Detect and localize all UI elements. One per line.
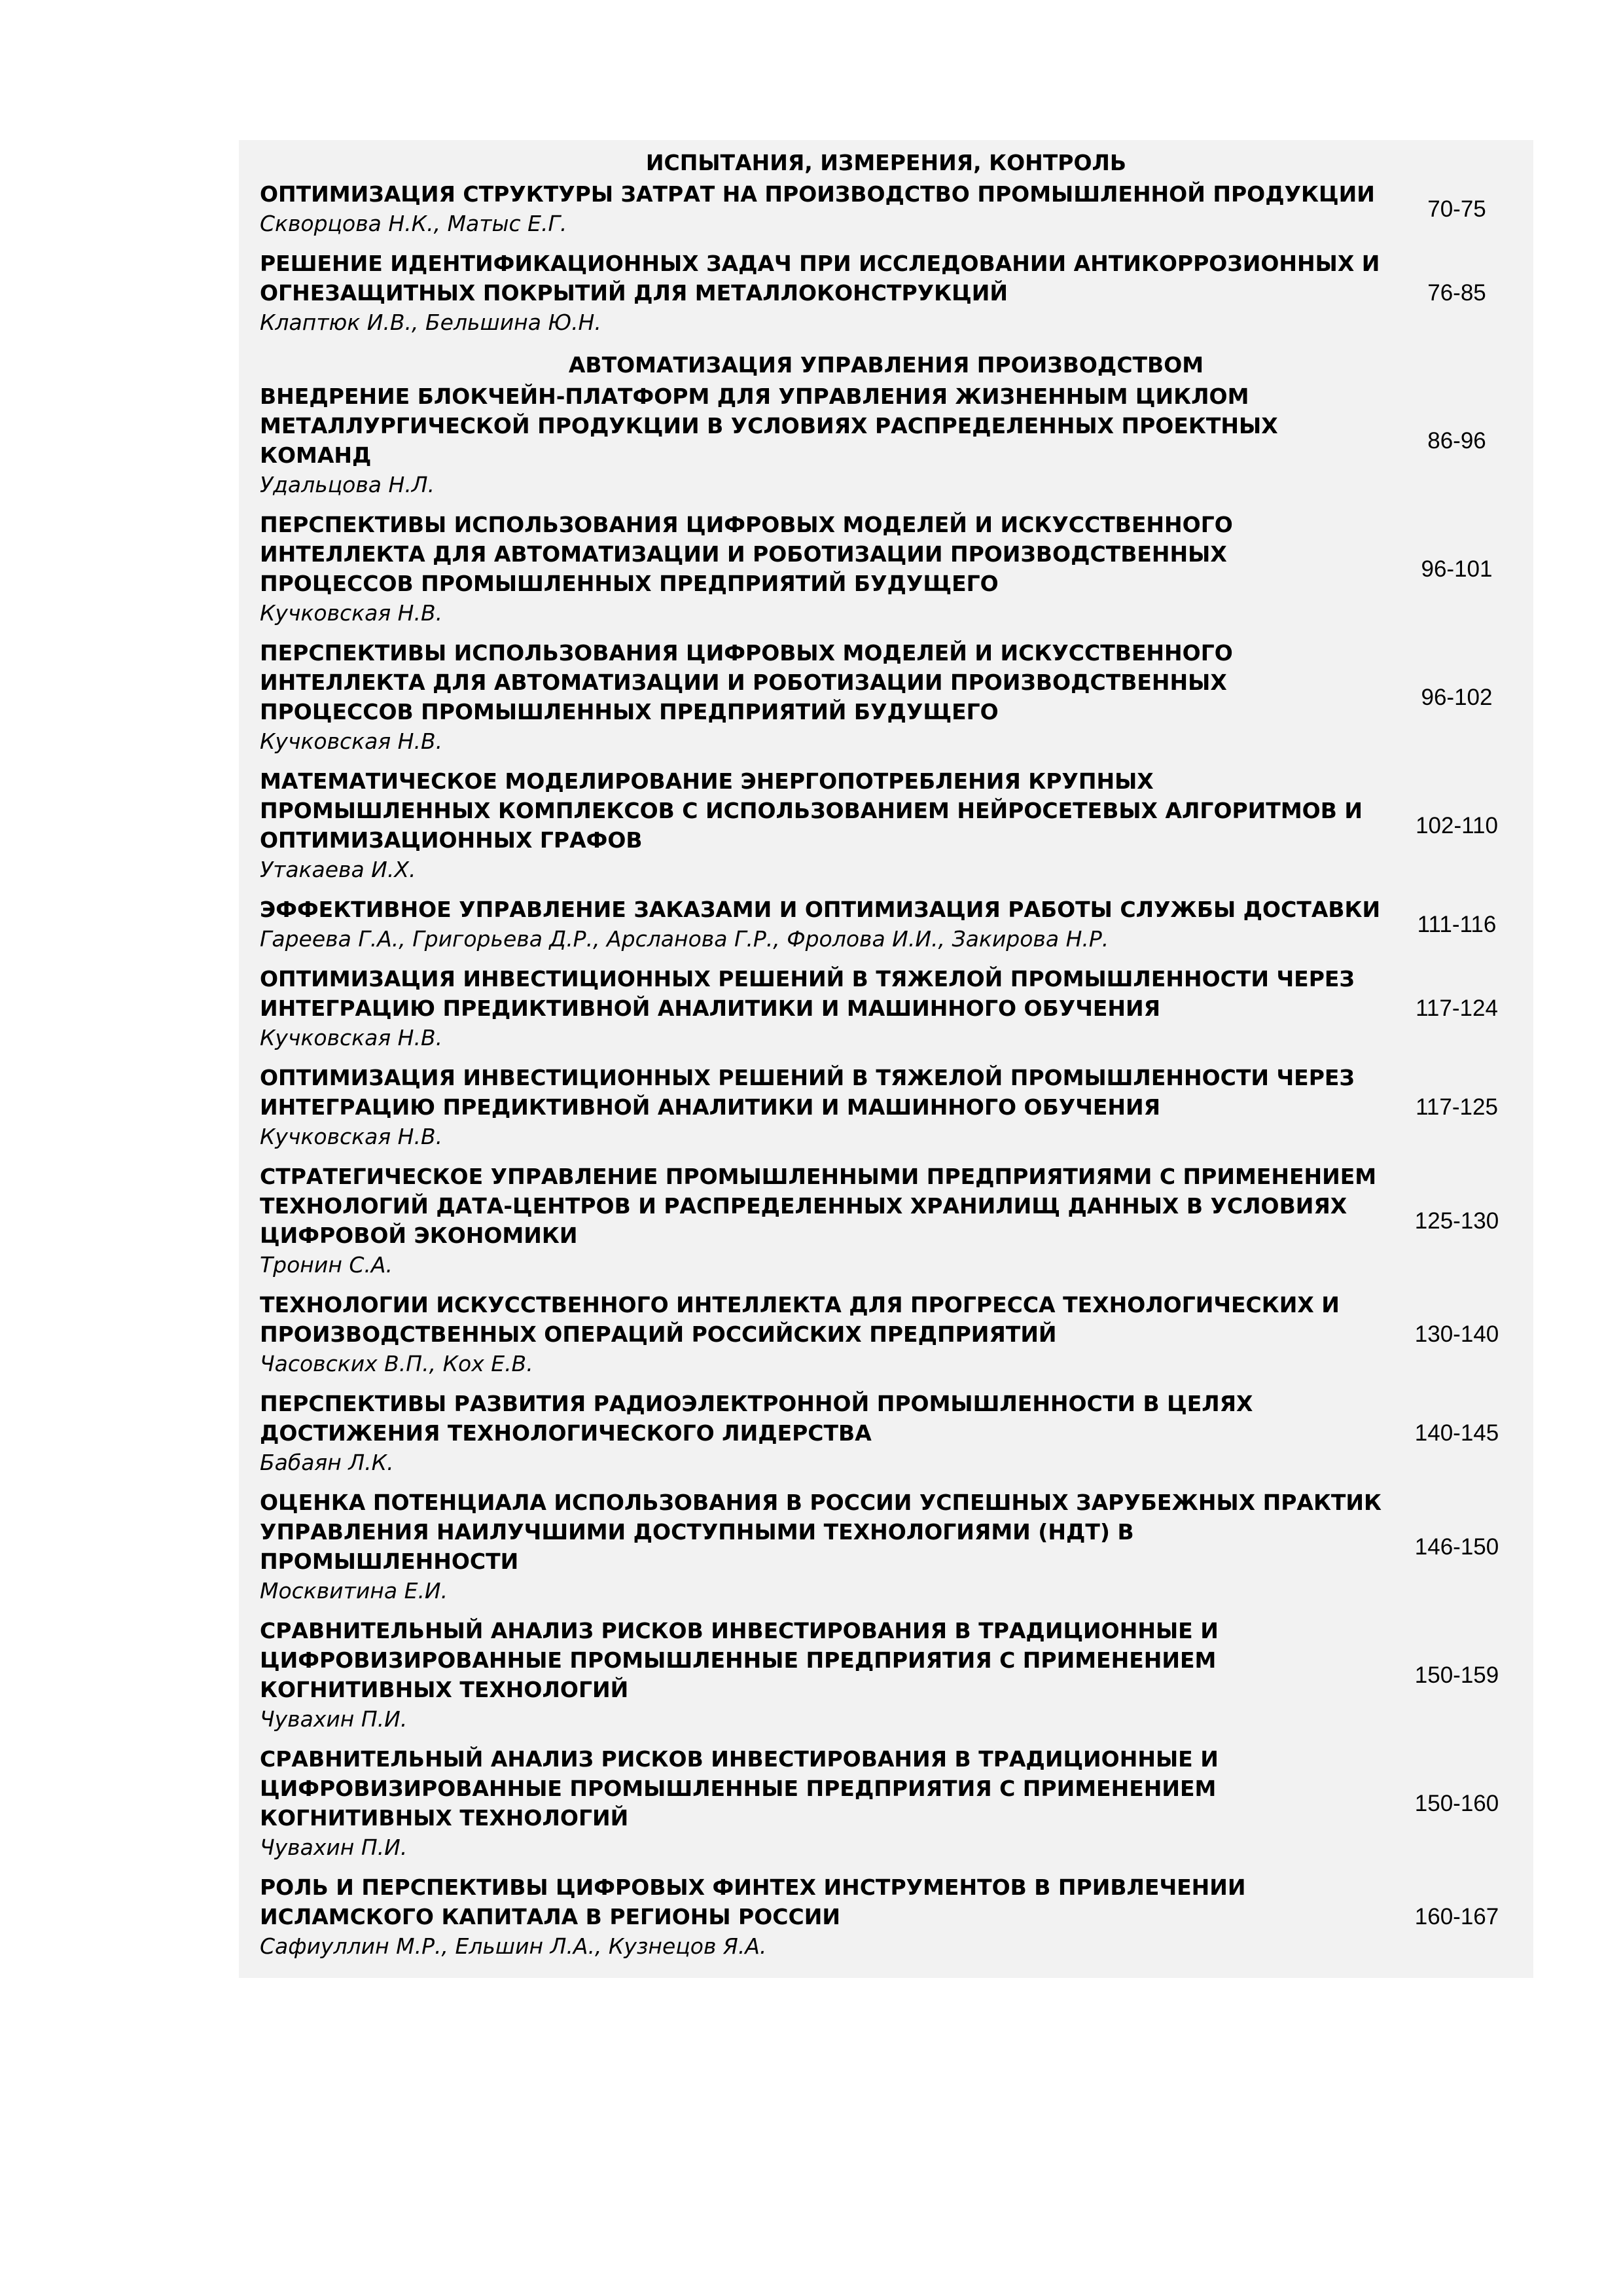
entry-title: МАТЕМАТИЧЕСКОЕ МОДЕЛИРОВАНИЕ ЭНЕРГОПОТРЕБЛЕНИЯ КРУПНЫХ ПРОМЫШЛЕННЫХ КОМПЛЕКСОВ С ИСПОЛЬЗОВАНИЕМ НЕЙРОСЕТЕВЫХ АЛГОРИТМОВ И ОПТИМИЗАЦИОННЫХ ГРАФОВ — [260, 768, 1363, 853]
entry-authors: Удальцова Н.Л. — [260, 472, 435, 497]
entry-text — [260, 1290, 1387, 1378]
toc-entry[interactable] — [239, 510, 1533, 628]
toc-entry[interactable] — [239, 895, 1533, 954]
entry-title: ОПТИМИЗАЦИЯ ИНВЕСТИЦИОННЫХ РЕШЕНИЙ В ТЯЖЕЛОЙ ПРОМЫШЛЕННОСТИ ЧЕРЕЗ ИНТЕГРАЦИЮ ПРЕДИКТИВНОЙ АНАЛИТИКИ И МАШИННОГО ОБУЧЕНИЯ — [260, 1065, 1355, 1120]
toc-entry[interactable] — [239, 1389, 1533, 1477]
entry-text — [260, 638, 1387, 756]
entry-pages: 150-160 — [1414, 1790, 1499, 1816]
entry-title: СРАВНИТЕЛЬНЫЙ АНАЛИЗ РИСКОВ ИНВЕСТИРОВАНИЯ В ТРАДИЦИОННЫЕ И ЦИФРОВИЗИРОВАННЫЕ ПРОМЫШЛЕННЫЕ ПРЕДПРИЯТИЯ С ПРИМЕНЕНИЕМ КОГНИТИВНЫХ ТЕХНОЛОГИЙ — [260, 1746, 1219, 1831]
entry-text — [260, 1744, 1387, 1862]
entry-title: СРАВНИТЕЛЬНЫЙ АНАЛИЗ РИСКОВ ИНВЕСТИРОВАНИЯ В ТРАДИЦИОННЫЕ И ЦИФРОВИЗИРОВАННЫЕ ПРОМЫШЛЕННЫЕ ПРЕДПРИЯТИЯ С ПРИМЕНЕНИЕМ КОГНИТИВНЫХ ТЕХНОЛОГИЙ — [260, 1618, 1219, 1702]
entry-text — [260, 964, 1387, 1052]
entry-pages: 96-101 — [1421, 556, 1493, 582]
toc-entry[interactable] — [239, 1488, 1533, 1605]
entry-pages: 140-145 — [1414, 1420, 1499, 1446]
entry-pages: 76-85 — [1427, 280, 1486, 306]
entry-pages: 102-110 — [1416, 812, 1498, 838]
toc-entry[interactable] — [239, 1616, 1533, 1734]
entry-authors: Москвитина Е.И. — [260, 1578, 448, 1604]
entry-authors: Чувахин П.И. — [260, 1835, 408, 1860]
entry-text — [260, 382, 1387, 499]
entry-text — [260, 895, 1387, 954]
entry-authors: Скворцова Н.К., Матыс Е.Г. — [260, 211, 567, 236]
toc-entry[interactable] — [239, 638, 1533, 756]
entry-pages: 146-150 — [1414, 1534, 1499, 1560]
entry-pages: 117-124 — [1416, 996, 1498, 1021]
entry-pages: 130-140 — [1414, 1321, 1499, 1347]
entry-text — [260, 1488, 1387, 1605]
entry-title: ТЕХНОЛОГИИ ИСКУССТВЕННОГО ИНТЕЛЛЕКТА ДЛЯ ПРОГРЕССА ТЕХНОЛОГИЧЕСКИХ И ПРОИЗВОДСТВЕННЫХ ОПЕРАЦИЙ РОССИЙСКИХ ПРЕДПРИЯТИЙ — [260, 1292, 1340, 1347]
toc-entry[interactable] — [239, 382, 1533, 499]
entry-authors: Кучковская Н.В. — [260, 600, 443, 626]
entry-title: РОЛЬ И ПЕРСПЕКТИВЫ ЦИФРОВЫХ ФИНТЕХ ИНСТРУМЕНТОВ В ПРИВЛЕЧЕНИИ ИСЛАМСКОГО КАПИТАЛА В РЕГИОНЫ РОССИИ — [260, 1874, 1246, 1929]
entry-text — [260, 766, 1387, 884]
section-heading: ИСПЫТАНИЯ, ИЗМЕРЕНИЯ, КОНТРОЛЬ — [645, 150, 1127, 175]
entry-pages: 125-130 — [1414, 1208, 1499, 1234]
entry-title: СТРАТЕГИЧЕСКОЕ УПРАВЛЕНИЕ ПРОМЫШЛЕННЫМИ ПРЕДПРИЯТИЯМИ С ПРИМЕНЕНИЕМ ТЕХНОЛОГИЙ ДАТА-ЦЕНТРОВ И РАСПРЕДЕЛЕННЫХ ХРАНИЛИЩ ДАННЫХ В УСЛОВИЯХ ЦИФРОВОЙ ЭКОНОМИКИ — [260, 1164, 1377, 1248]
toc-entry[interactable] — [239, 179, 1533, 238]
entry-text — [260, 510, 1387, 628]
table-of-contents — [239, 140, 1533, 1978]
entry-authors: Часовских В.П., Кох Е.В. — [260, 1351, 533, 1376]
entry-title: ПЕРСПЕКТИВЫ ИСПОЛЬЗОВАНИЯ ЦИФРОВЫХ МОДЕЛЕЙ И ИСКУССТВЕННОГО ИНТЕЛЛЕКТА ДЛЯ АВТОМАТИЗАЦИИ И РОБОТИЗАЦИИ ПРОИЗВОДСТВЕННЫХ ПРОЦЕССОВ ПРОМЫШЛЕННЫХ ПРЕДПРИЯТИЙ БУДУЩЕГО — [260, 640, 1233, 725]
entry-text — [260, 1389, 1387, 1477]
entry-authors: Гареева Г.А., Григорьева Д.Р., Арсланова Г.Р., Фролова И.И., Закирова Н.Р. — [260, 926, 1109, 952]
entry-pages: 111-116 — [1417, 911, 1497, 937]
entry-authors: Тронин С.А. — [260, 1252, 393, 1278]
toc-entry[interactable] — [239, 1873, 1533, 1961]
entry-title: ЭФФЕКТИВНОЕ УПРАВЛЕНИЕ ЗАКАЗАМИ И ОПТИМИЗАЦИЯ РАБОТЫ СЛУЖБЫ ДОСТАВКИ — [260, 897, 1381, 922]
entry-pages: 117-125 — [1416, 1094, 1498, 1120]
entry-authors: Бабаян Л.К. — [260, 1450, 394, 1475]
entry-title: ПЕРСПЕКТИВЫ ИСПОЛЬЗОВАНИЯ ЦИФРОВЫХ МОДЕЛЕЙ И ИСКУССТВЕННОГО ИНТЕЛЛЕКТА ДЛЯ АВТОМАТИЗАЦИИ И РОБОТИЗАЦИИ ПРОИЗВОДСТВЕННЫХ ПРОЦЕССОВ ПРОМЫШЛЕННЫХ ПРЕДПРИЯТИЙ БУДУЩЕГО — [260, 512, 1233, 596]
toc-entry[interactable] — [239, 249, 1533, 337]
entry-authors: Кучковская Н.В. — [260, 1124, 443, 1149]
entry-pages: 86-96 — [1427, 427, 1486, 454]
entry-title: ВНЕДРЕНИЕ БЛОКЧЕЙН-ПЛАТФОРМ ДЛЯ УПРАВЛЕНИЯ ЖИЗНЕННЫМ ЦИКЛОМ МЕТАЛЛУРГИЧЕСКОЙ ПРОДУКЦИИ В УСЛОВИЯХ РАСПРЕДЕЛЕННЫХ ПРОЕКТНЫХ КОМАНД — [260, 384, 1278, 468]
toc-entry[interactable] — [239, 1162, 1533, 1280]
entry-authors: Клаптюк И.В., Бельшина Ю.Н. — [260, 310, 601, 335]
entry-title: ОЦЕНКА ПОТЕНЦИАЛА ИСПОЛЬЗОВАНИЯ В РОССИИ УСПЕШНЫХ ЗАРУБЕЖНЫХ ПРАКТИК УПРАВЛЕНИЯ НАИЛУЧШИМИ ДОСТУПНЫМИ ТЕХНОЛОГИЯМИ (НДТ) В ПРОМЫШЛЕННОСТИ — [260, 1490, 1382, 1574]
entry-pages: 96-102 — [1421, 684, 1493, 710]
entry-text — [260, 1063, 1387, 1151]
entry-authors: Кучковская Н.В. — [260, 1025, 443, 1050]
entry-text — [260, 1616, 1387, 1734]
entry-text — [260, 1873, 1387, 1961]
entry-authors: Утакаева И.Х. — [260, 857, 416, 882]
entry-pages: 150-159 — [1414, 1662, 1499, 1688]
entry-pages: 70-75 — [1427, 196, 1486, 222]
entry-text — [260, 249, 1387, 337]
section-heading: АВТОМАТИЗАЦИЯ УПРАВЛЕНИЯ ПРОИЗВОДСТВОМ — [568, 352, 1204, 378]
entry-title: ОПТИМИЗАЦИЯ ИНВЕСТИЦИОННЫХ РЕШЕНИЙ В ТЯЖЕЛОЙ ПРОМЫШЛЕННОСТИ ЧЕРЕЗ ИНТЕГРАЦИЮ ПРЕДИКТИВНОЙ АНАЛИТИКИ И МАШИННОГО ОБУЧЕНИЯ — [260, 966, 1355, 1021]
entry-text — [260, 179, 1387, 238]
toc-entry[interactable] — [239, 964, 1533, 1052]
entry-title: ПЕРСПЕКТИВЫ РАЗВИТИЯ РАДИОЭЛЕКТРОННОЙ ПРОМЫШЛЕННОСТИ В ЦЕЛЯХ ДОСТИЖЕНИЯ ТЕХНОЛОГИЧЕСКОГО ЛИДЕРСТВА — [260, 1391, 1253, 1446]
entry-title: ОПТИМИЗАЦИЯ СТРУКТУРЫ ЗАТРАТ НА ПРОИЗВОДСТВО ПРОМЫШЛЕННОЙ ПРОДУКЦИИ — [260, 181, 1375, 207]
entry-authors: Чувахин П.И. — [260, 1706, 408, 1732]
toc-entry[interactable] — [239, 1744, 1533, 1862]
toc-entry[interactable] — [239, 1063, 1533, 1151]
entry-pages: 160-167 — [1414, 1904, 1499, 1929]
entry-text — [260, 1162, 1387, 1280]
toc-entry[interactable] — [239, 766, 1533, 884]
entry-title: РЕШЕНИЕ ИДЕНТИФИКАЦИОННЫХ ЗАДАЧ ПРИ ИССЛЕДОВАНИИ АНТИКОРРОЗИОННЫХ И ОГНЕЗАЩИТНЫХ ПОКРЫТИЙ ДЛЯ МЕТАЛЛОКОНСТРУКЦИЙ — [260, 251, 1380, 306]
toc-entry[interactable] — [239, 1290, 1533, 1378]
entry-authors: Сафиуллин М.Р., Ельшин Л.А., Кузнецов Я.А. — [260, 1933, 767, 1959]
entry-authors: Кучковская Н.В. — [260, 728, 443, 754]
